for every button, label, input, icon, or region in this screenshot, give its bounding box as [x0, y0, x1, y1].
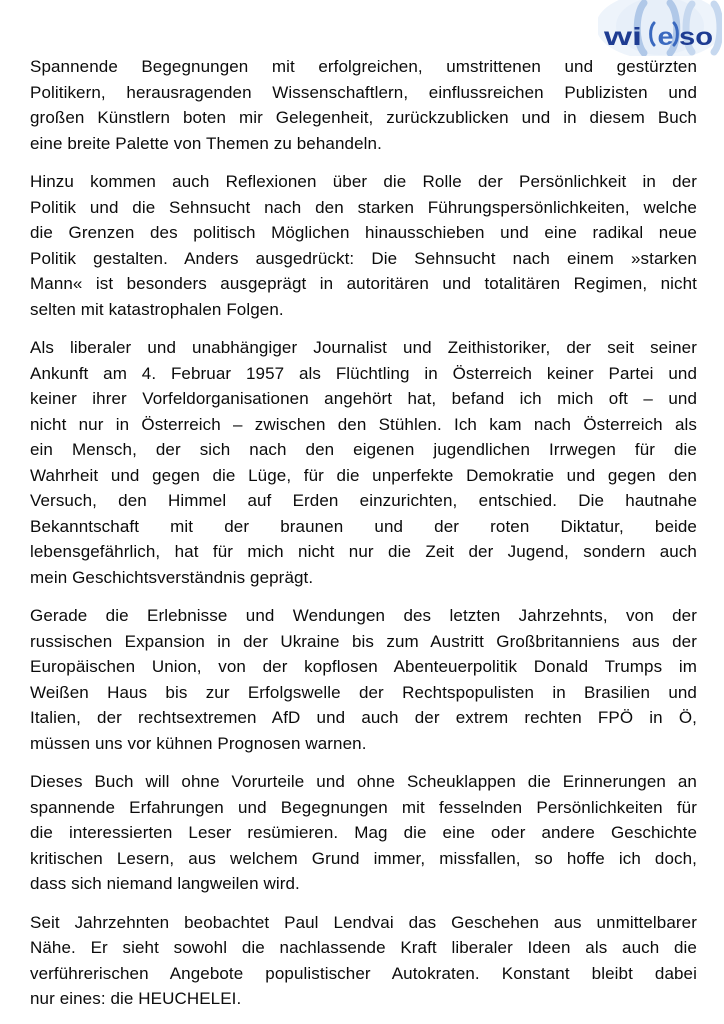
text-line: Versuch, den Himmel auf Erden einzurichten, entschied. Die hautnahe [30, 491, 697, 510]
text-line: Bekanntschaft mit der braunen und der roten Diktatur, beide [30, 516, 697, 536]
text-line: Ankunft am 4. Februar 1957 als Flüchtling in Österreich keiner Partei und [30, 363, 697, 383]
text-line: Mann« ist besonders ausgeprägt in autoritären und totalitären Regimen, nicht [30, 274, 697, 293]
text-line: nur eines: die HEUCHELEI. [30, 989, 242, 1008]
text-line: russischen Expansion in der Ukraine bis zum Austritt Großbritanniens aus der [30, 631, 697, 651]
paragraph [30, 335, 697, 590]
text-line: spannende Erfahrungen und Begegnungen mit fesselnden Persönlichkeiten für [30, 797, 697, 817]
text-line: kritischen Lesern, aus welchem Grund immer, missfallen, so hoffe ich doch, [30, 848, 697, 868]
text-line: Politik und die Sehnsucht nach den starken Führungspersönlichkeiten, welche [30, 197, 697, 217]
text-line: keiner ihrer Vorfeldorganisationen angehört hat, befand ich mich oft – und [30, 389, 697, 408]
text-line: eine breite Palette von Themen zu behandeln. [30, 133, 382, 153]
logo-text-e: e [657, 23, 674, 51]
logo-text-wi: wi [602, 23, 642, 51]
text-line: Weißen Haus bis zur Erfolgswelle der Rechtspopulisten in Brasilien und [30, 682, 697, 702]
document-text [30, 54, 697, 1024]
text-line: Europäischen Union, von der kopflosen Abenteuerpolitik Donald Trumps im [30, 657, 697, 676]
text-line: Seit Jahrzehnten beobachtet Paul Lendvai das Geschehen aus unmittelbarer [30, 912, 697, 932]
wieso-logo [598, 0, 722, 56]
text-line: Wahrheit und gegen die Lüge, für die unperfekte Demokratie und gegen den [30, 465, 697, 485]
wieso-logo-icon [598, 0, 722, 56]
text-line: ein Mensch, der sich nach den eigenen jugendlichen Irrwegen für die [30, 440, 697, 459]
text-line: Gerade die Erlebnisse und Wendungen des letzten Jahrzehnts, von der [30, 606, 697, 625]
text-line: Dieses Buch will ohne Vorurteile und ohne Scheuklappen die Erinnerungen an [30, 772, 697, 791]
text-line: nicht nur in Österreich – zwischen den Stühlen. Ich kam nach Österreich als [30, 414, 697, 434]
text-line: müssen uns vor kühnen Prognosen warnen. [30, 733, 367, 753]
paragraph [30, 169, 697, 322]
logo-text-so: so [679, 23, 713, 51]
text-line: mein Geschichtsverständnis geprägt. [30, 567, 314, 587]
paragraph [30, 603, 697, 756]
paragraph [30, 54, 697, 156]
text-line: Als liberaler und unabhängiger Journalist und Zeithistoriker, der seit seiner [30, 338, 697, 357]
text-line: Spannende Begegnungen mit erfolgreichen, umstrittenen und gestürzten [30, 57, 697, 76]
text-line: Politik gestalten. Anders ausgedrückt: Die Sehnsucht nach einem »starken [30, 248, 697, 268]
text-line: großen Künstlern boten mir Gelegenheit, zurückzublicken und in diesem Buch [30, 108, 697, 127]
text-line: die interessierten Leser resümieren. Mag die eine oder andere Geschichte [30, 823, 697, 842]
text-line: die Grenzen des politisch Möglichen hinausschieben und eine radikal neue [30, 223, 697, 242]
text-line: selten mit katastrophalen Folgen. [30, 299, 284, 319]
text-line: Hinzu kommen auch Reflexionen über die Rolle der Persönlichkeit in der [30, 172, 697, 191]
text-line: Nähe. Er sieht sowohl die nachlassende Kraft liberaler Ideen als auch die [30, 938, 697, 957]
paragraph [30, 769, 697, 897]
text-line: lebensgefährlich, hat für mich nicht nur die Zeit der Jugend, sondern auch [30, 542, 697, 561]
text-line: Politikern, herausragenden Wissenschaftlern, einflussreichen Publizisten und [30, 82, 697, 102]
text-line: dass sich niemand langweilen wird. [30, 874, 300, 893]
paragraph [30, 910, 697, 1012]
text-line: verführerischen Angebote populistischer Autokraten. Konstant bleibt dabei [30, 963, 697, 983]
text-line: Italien, der rechtsextremen AfD und auch der extrem rechten FPÖ in Ö, [30, 708, 697, 727]
